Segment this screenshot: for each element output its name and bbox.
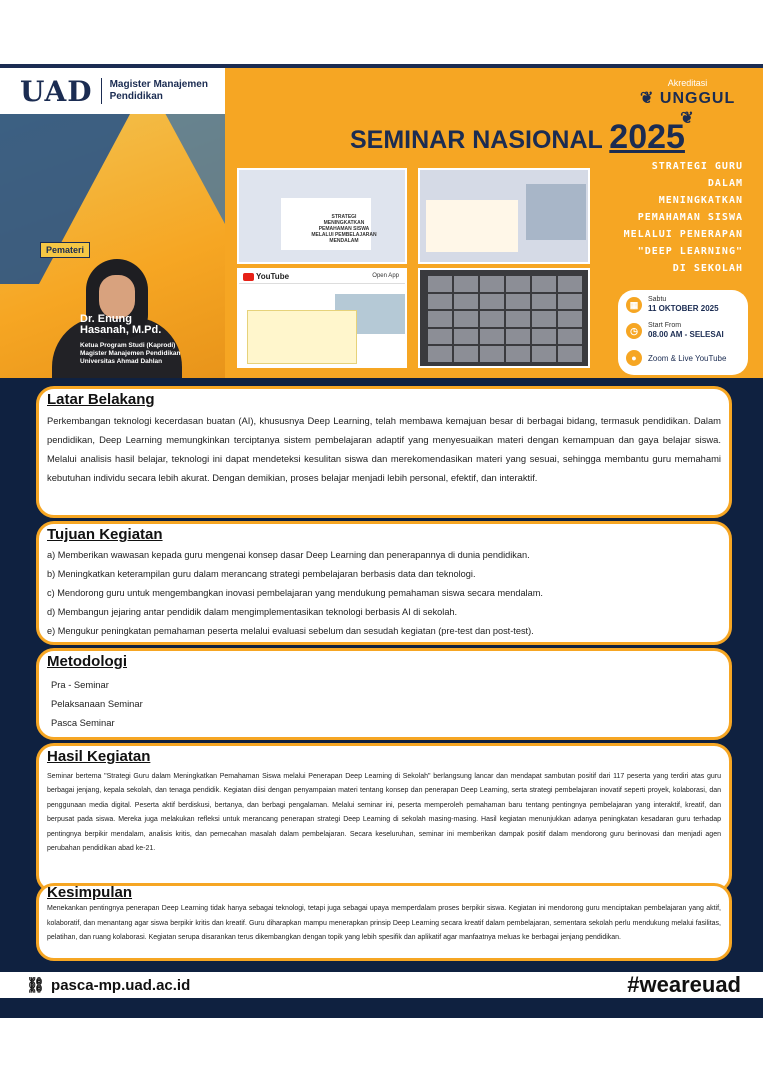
screenshot-zoom-gallery: [418, 268, 590, 368]
start-label: Start From: [648, 322, 682, 329]
accreditation-label: Akreditasi: [667, 78, 708, 88]
list-item: Pelaksanaan Seminar: [51, 698, 143, 709]
hashtag: #weareuad: [627, 972, 741, 997]
schedule-day: Sabtu: [648, 296, 667, 303]
youtube-logo: YouTube: [243, 272, 289, 281]
youtube-bar: [239, 270, 405, 284]
section-heading: Tujuan Kegiatan: [47, 526, 163, 543]
section-body: Menekankan pentingnya penerapan Deep Learning tidak hanya sebagai teknologi, tetapi juga sebagai upaya memperdalam proses berpikir siswa. Kegiatan ini mendorong guru menciptakan pembelajaran yang aktif, kolaboratif, dan menantang agar siswa berpikir kritis dan kreatif. Guru diharapkan mampu menerapkan prinsip Deep Learning secara kreatif dalam pembelajaran, sementara sekolah perlu mendukung melalui fasilitas, pelatihan, dan ruang kolaborasi. Kegiatan serupa disarankan terus dikembangkan dengan topik yang lebih spesifik dan aplikatif agar manfaatnya meluas ke berbagai jenjang pendidikan.: [47, 905, 721, 942]
section-heading: Hasil Kegiatan: [47, 748, 151, 765]
camera-tile: [526, 184, 586, 240]
speaker-role: Ketua Program Studi (Kaprodi) Magister Manajemen Pendidikan Universitas Ahmad Dahlan: [80, 342, 181, 365]
list-item: Pasca Seminar: [51, 717, 115, 728]
list-item: Pra - Seminar: [51, 679, 109, 690]
schedule-date-row: [626, 296, 719, 314]
speaker-panel: [0, 114, 225, 378]
slide-title: STRATEGI MENINGKATKAN PEMAHAMAN SISWA MELALUI PEMBELAJARAN MENDALAM: [311, 214, 377, 244]
accreditation-value: ❦ UNGGUL ❦: [640, 90, 735, 127]
section-hasil-kegiatan: [36, 743, 732, 893]
link-icon: ⛓: [26, 977, 46, 994]
calendar-icon: ▦: [626, 297, 642, 313]
list-item: a) Memberikan wawasan kepada guru mengenai konsep dasar Deep Learning dan penerapannya di dunia pendidikan.: [47, 550, 530, 560]
schedule-time-row: [626, 322, 724, 340]
program-line-2: Pendidikan: [109, 91, 163, 102]
list-item: d) Membangun jejaring antar pendidik dalam mengimplementasikan teknologi berbasis AI di sekolah.: [47, 607, 458, 617]
section-metodologi: [36, 648, 732, 740]
program-name: [110, 79, 208, 103]
speaker-name: Dr. Enung Hasanah, M.Pd.: [80, 313, 162, 336]
event-title: SEMINAR NASIONAL 2025: [350, 118, 685, 156]
schedule-date: 11 OKTOBER 2025: [648, 304, 719, 313]
section-body: Seminar bertema "Strategi Guru dalam Meningkatkan Pemahaman Siswa melalui Penerapan Deep Learning di Sekolah" berlangsung lancar dan mendapat sambutan positif dari 117 peserta yang terdiri atas guru berbagai jenjang, kepala sekolah, dan tenaga pendidik. Kegiatan diisi dengan penyampaian materi tentang konsep dan penerapan Deep Learning, serta strategi pembelajaran inovatif seperti proyek, kolaborasi, dan penggunaan media digital. Peserta aktif berdiskusi, bertanya, dan berbagi pengalaman. Melalui seminar ini, peserta memperoleh pemahaman baru tentang pentingnya pembelajaran yang interaktif, kreatif, dan berpusat pada siswa. Mereka juga melakukan refleksi untuk merancang penerapan strategi Deep Learning di sekolah masing-masing. Hasil kegiatan menunjukkan adanya peningkatan kesadaran guru terhadap pentingnya berpikir mendalam, analisis kritis, dan pemecahan masalah dalam pembelajaran. Secara keseluruhan, seminar ini memberikan dampak positif dalam mendorong guru berinovasi dan menjadi agen perubahan pendidikan abad ke-21.: [47, 773, 721, 853]
section-tujuan-kegiatan: [36, 521, 732, 645]
schedule-time: 08.00 AM - SELESAI: [648, 330, 724, 339]
section-list: [51, 675, 721, 732]
uad-logo: [0, 68, 225, 114]
logo-divider: [101, 78, 102, 104]
poster-footer: [0, 972, 763, 998]
location-pin-icon: ●: [626, 350, 642, 366]
screenshot-zoom-share: [418, 168, 590, 264]
website-link[interactable]: ⛓ pasca-mp.uad.ac.id: [26, 977, 191, 994]
section-body: Perkembangan teknologi kecerdasan buatan (AI), khususnya Deep Learning, telah membawa kemajuan besar di berbagai bidang, termasuk pendidikan. Dalam pendidikan, Deep Learning memungkinkan terciptanya sistem pembelajaran adaptif yang menyesuaikan materi dengan kemampuan dan gaya belajar siswa. Melalui analisis hasil belajar, teknologi ini dapat mendeteksi kesulitan siswa dan merekomendasikan materi yang sesuai, sehingga membantu guru memahami kebutuhan individu secara lebih akurat. Dengan demikian, proses belajar menjadi lebih personal, efektif, dan interaktif.: [47, 415, 721, 483]
logo-wordmark: UAD: [20, 74, 93, 108]
participant-grid: [428, 276, 582, 362]
section-latar-belakang: [36, 386, 732, 518]
section-heading: Latar Belakang: [47, 391, 155, 408]
schedule-card: [618, 290, 748, 375]
speaker-badge: Pemateri: [40, 242, 90, 258]
section-kesimpulan: [36, 883, 732, 961]
list-item: c) Mendorong guru untuk mengembangkan inovasi pembelajaran yang mendukung pemahaman siswa secara mendalam.: [47, 588, 543, 598]
section-heading: Kesimpulan: [47, 884, 133, 901]
event-year: 2025: [609, 118, 685, 156]
screenshot-slide: [237, 168, 407, 264]
decorative-shape: [140, 114, 225, 224]
section-heading: Metodologi: [47, 653, 127, 670]
screenshot-youtube: [237, 268, 407, 368]
poster-header: [0, 68, 763, 378]
open-app-label: Open App: [372, 273, 399, 279]
program-line-1: Magister Manajemen: [109, 79, 208, 90]
schedule-platform: Zoom & Live YouTube: [648, 353, 727, 363]
list-item: b) Meningkatkan keterampilan guru dalam merancang strategi pembelajaran berbasis data dan teknologi.: [47, 569, 476, 579]
event-subtitle: STRATEGI GURU DALAM MENINGKATKAN PEMAHAMAN SISWA MELALUI PENERAPAN "DEEP LEARNING" DI SEKOLAH: [623, 161, 743, 274]
section-list: [47, 546, 721, 641]
list-item: e) Mengukur peningkatan pemahaman peserta melalui evaluasi sebelum dan sesudah kegiatan (pre-test dan post-test).: [47, 626, 534, 636]
seminar-poster: [0, 64, 763, 1018]
schedule-platform-row: [626, 350, 726, 366]
clock-icon: ◷: [626, 323, 642, 339]
poster-content: [0, 378, 763, 948]
youtube-play-icon: [243, 273, 254, 281]
video-card: [247, 310, 357, 364]
